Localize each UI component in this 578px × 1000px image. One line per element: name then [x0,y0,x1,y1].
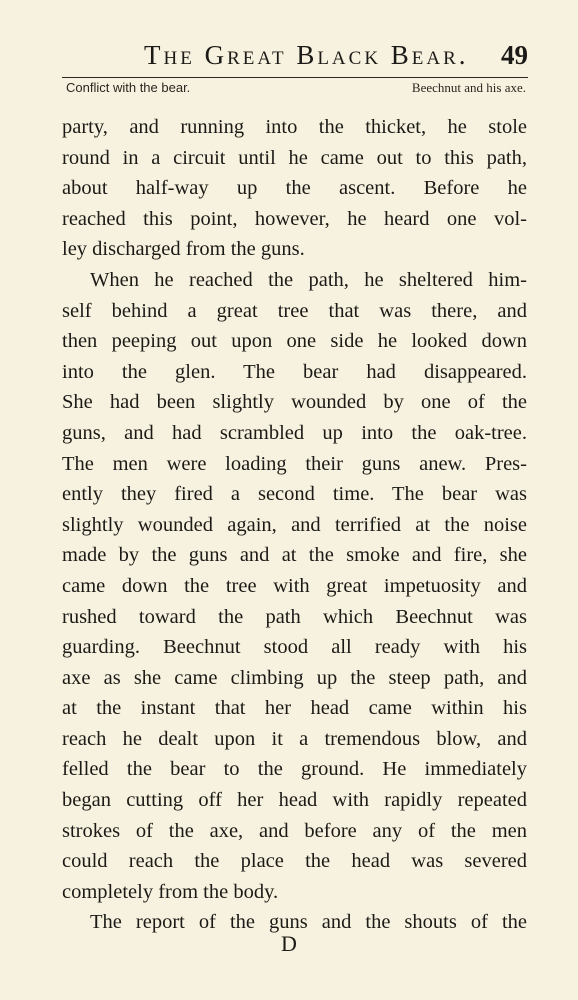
text-line: party, and running into the thicket, he stole [62,116,527,138]
text-line: When he reached the path, he sheltered him- [90,268,527,291]
text-line: felled the bear to the ground. He immediately [62,758,527,781]
text-line: slightly wounded again, and terrified at the noise [62,513,527,536]
text-line: axe as she came climbing up the steep path, and [62,666,527,689]
text-line: then peeping out upon one side he looked down [62,330,527,353]
text-line: could reach the place the head was severed [62,850,527,873]
subhead-left: Conflict with the bear. [66,80,191,95]
text-line: round in a circuit until he came out to this path, [62,146,527,169]
text-line: She had been slightly wounded by one of the [62,391,527,414]
text-line: The men were loading their guns anew. Pres- [62,452,527,475]
text-line: reached this point, however, he heard one vol- [62,207,527,230]
text-line: made by the guns and at the smoke and fire, she [62,544,527,567]
text-line: guns, and had scrambled up into the oak-tree. [62,421,527,444]
text-line: self behind a great tree that was there, and [62,299,527,322]
text-line: came down the tree with great impetuosity and [62,574,527,597]
signature-mark: D [281,931,297,956]
page-number: 49 [501,40,528,70]
body-text [62,112,527,938]
text-line: guarding. Beechnut stood all ready with his [62,636,527,659]
header-rule [62,77,528,78]
text-line: ently they fired a second time. The bear was [62,483,527,506]
text-line: began cutting off her head with rapidly repeated [62,789,527,812]
subhead-right: Beechnut and his axe. [411,80,526,95]
running-head [62,36,528,70]
text-line: strokes of the axe, and before any of the men [62,819,527,842]
running-title: The Great Black Bear. [144,40,469,70]
text-line: completely from the body. [62,880,279,903]
text-line: rushed toward the path which Beechnut was [62,605,527,628]
text-line: at the instant that her head came within his [62,697,527,720]
text-line: reach he dealt upon it a tremendous blow, and [62,727,527,750]
text-line: about half-way up the ascent. Before he [62,177,527,200]
text-line: ley discharged from the guns. [62,238,305,261]
text-line: The report of the guns and the shouts of the [90,911,527,934]
text-line: into the glen. The bear had disappeared. [62,360,527,383]
